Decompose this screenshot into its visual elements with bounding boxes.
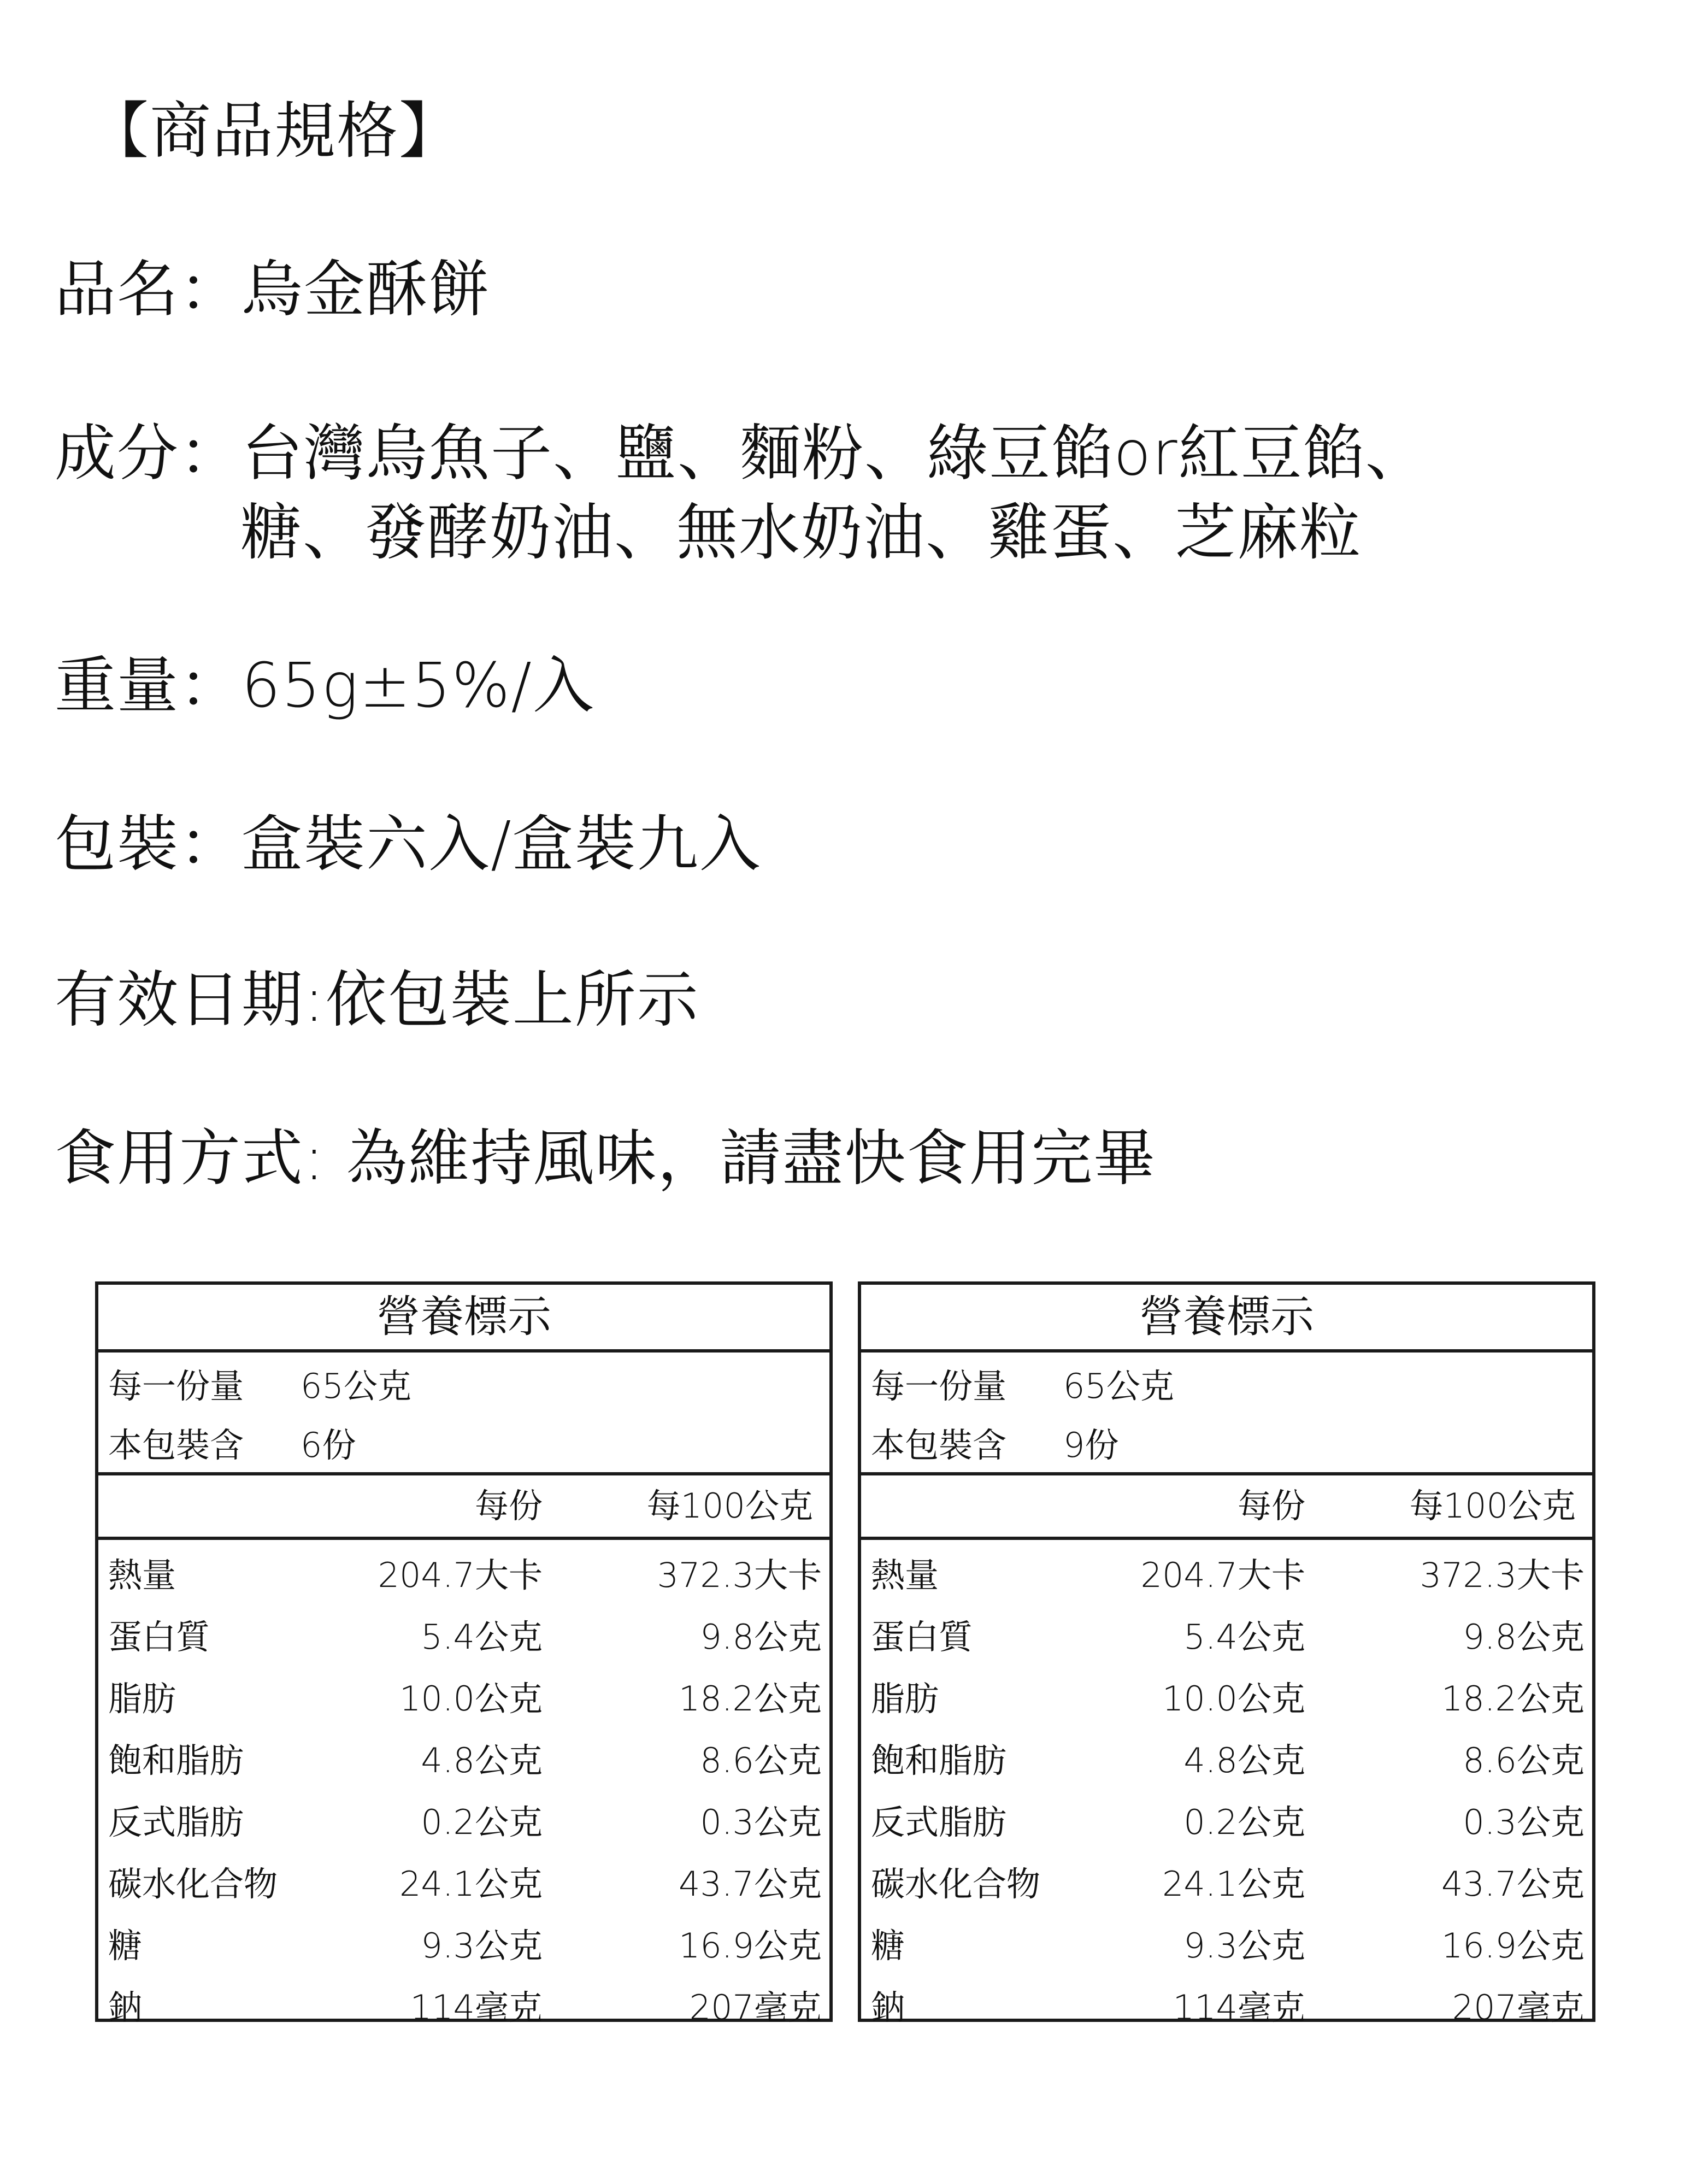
nutrition-table-9-pack <box>858 1281 1595 2027</box>
column-header <box>861 1475 1592 1540</box>
nutrient-row <box>98 1730 829 1791</box>
nutrient-name: 脂肪 <box>871 1679 939 1719</box>
per-100g-value: 43.7公克 <box>1441 1864 1585 1904</box>
per-100g-value: 0.3公克 <box>1463 1802 1585 1842</box>
nutrient-name: 熱量 <box>108 1555 176 1595</box>
per-100g-value: 207毫克 <box>1452 1987 1585 2027</box>
servings-label: 本包裝含 <box>108 1425 244 1465</box>
per-100g-value: 372.3大卡 <box>1420 1555 1585 1595</box>
nutrient-name: 飽和脂肪 <box>108 1740 244 1780</box>
per-serving-value: 9.3公克 <box>421 1926 543 1966</box>
servings-per-package-row <box>98 1416 829 1475</box>
per-100g-value: 9.8公克 <box>700 1617 822 1657</box>
nutrient-row <box>861 1915 1592 1977</box>
spec-title: 【商品規格】 <box>87 96 461 167</box>
servings-value: 9份 <box>1063 1425 1119 1465</box>
nutrient-row <box>861 1853 1592 1915</box>
servings-label: 本包裝含 <box>871 1425 1007 1465</box>
per-serving-value: 5.4公克 <box>1183 1617 1305 1657</box>
per-serving-value: 0.2公克 <box>1183 1802 1305 1842</box>
nutrient-name: 蛋白質 <box>108 1617 210 1657</box>
serving-size-label: 每一份量 <box>871 1366 1007 1406</box>
usage-line: 食用方式: 為維持風味，請盡快食用完畢 <box>55 1123 1156 1194</box>
serving-info <box>98 1352 829 1475</box>
nutrient-row <box>98 1915 829 1977</box>
nutrient-name: 鈉 <box>871 1987 905 2027</box>
nutrient-row <box>98 1977 829 2038</box>
col-per-100g: 每100公克 <box>1409 1486 1576 1526</box>
col-per-100g: 每100公克 <box>646 1486 813 1526</box>
servings-per-package-row <box>861 1416 1592 1475</box>
per-serving-value: 4.8公克 <box>1183 1740 1305 1780</box>
per-serving-value: 114毫克 <box>1173 1987 1305 2027</box>
nutrient-name: 熱量 <box>871 1555 939 1595</box>
per-100g-value: 16.9公克 <box>1441 1926 1585 1966</box>
per-100g-value: 372.3大卡 <box>657 1555 822 1595</box>
weight-line: 重量：65g±5%/入 <box>55 650 595 721</box>
col-per-serving: 每份 <box>474 1486 543 1526</box>
serving-size-row <box>861 1357 1592 1416</box>
nutrient-row <box>861 1606 1592 1668</box>
serving-info <box>861 1352 1592 1475</box>
nutrition-title: 營養標示 <box>98 1285 829 1352</box>
serving-size-value: 65公克 <box>301 1366 411 1406</box>
serving-size-row <box>98 1357 829 1416</box>
per-100g-value: 18.2公克 <box>678 1679 822 1719</box>
per-100g-value: 9.8公克 <box>1463 1617 1585 1657</box>
per-serving-value: 0.2公克 <box>421 1802 543 1842</box>
expiry-line: 有效日期:依包裝上所示 <box>55 965 699 1036</box>
per-serving-value: 4.8公克 <box>421 1740 543 1780</box>
nutrient-name: 糖 <box>871 1926 905 1966</box>
nutrient-row <box>861 1791 1592 1853</box>
nutrient-name: 糖 <box>108 1926 143 1966</box>
nutrient-row <box>861 1544 1592 1606</box>
per-serving-value: 24.1公克 <box>399 1864 543 1904</box>
serving-size-label: 每一份量 <box>108 1366 244 1406</box>
nutrition-title: 營養標示 <box>861 1285 1592 1352</box>
nutrient-name: 脂肪 <box>108 1679 176 1719</box>
nutrient-name: 反式脂肪 <box>108 1802 244 1842</box>
nutrient-name: 反式脂肪 <box>871 1802 1007 1842</box>
per-serving-value: 9.3公克 <box>1183 1926 1305 1966</box>
nutrient-row <box>98 1606 829 1668</box>
nutrient-row <box>98 1853 829 1915</box>
serving-size-value: 65公克 <box>1063 1366 1174 1406</box>
per-100g-value: 0.3公克 <box>700 1802 822 1842</box>
per-100g-value: 18.2公克 <box>1441 1679 1585 1719</box>
nutrient-row <box>98 1668 829 1730</box>
packaging-line: 包裝：盒裝六入/盒裝九入 <box>55 809 762 880</box>
nutrient-name: 碳水化合物 <box>871 1864 1041 1904</box>
nutrient-rows <box>861 1540 1592 2038</box>
nutrient-row <box>98 1544 829 1606</box>
per-serving-value: 24.1公克 <box>1162 1864 1305 1904</box>
per-serving-value: 10.0公克 <box>399 1679 543 1719</box>
per-100g-value: 8.6公克 <box>1463 1740 1585 1780</box>
servings-value: 6份 <box>301 1425 356 1465</box>
per-serving-value: 5.4公克 <box>421 1617 543 1657</box>
col-per-serving: 每份 <box>1237 1486 1305 1526</box>
per-100g-value: 207毫克 <box>689 1987 822 2027</box>
ingredients-line-2: 糖、發酵奶油、無水奶油、雞蛋、芝麻粒 <box>240 497 1362 568</box>
nutrient-name: 碳水化合物 <box>108 1864 278 1904</box>
per-100g-value: 16.9公克 <box>678 1926 822 1966</box>
nutrient-row <box>861 1977 1592 2038</box>
nutrient-name: 飽和脂肪 <box>871 1740 1007 1780</box>
nutrition-table-6-pack <box>95 1281 833 2027</box>
per-100g-value: 8.6公克 <box>700 1740 822 1780</box>
per-serving-value: 204.7大卡 <box>378 1555 543 1595</box>
per-serving-value: 10.0公克 <box>1162 1679 1305 1719</box>
column-header <box>98 1475 829 1540</box>
ingredients-line-1: 成分：台灣烏魚子、鹽、麵粉、綠豆餡or紅豆餡、 <box>55 418 1428 489</box>
nutrient-row <box>861 1730 1592 1791</box>
nutrient-row <box>861 1668 1592 1730</box>
per-100g-value: 43.7公克 <box>678 1864 822 1904</box>
product-name-line: 品名：烏金酥餅 <box>55 254 491 325</box>
nutrient-name: 蛋白質 <box>871 1617 973 1657</box>
nutrient-name: 鈉 <box>108 1987 143 2027</box>
nutrient-rows <box>98 1540 829 2038</box>
per-serving-value: 114毫克 <box>410 1987 543 2027</box>
per-serving-value: 204.7大卡 <box>1140 1555 1305 1595</box>
nutrient-row <box>98 1791 829 1853</box>
